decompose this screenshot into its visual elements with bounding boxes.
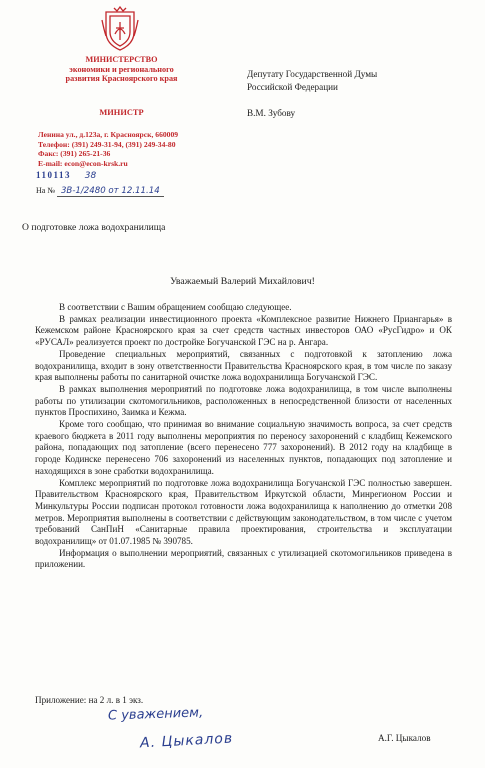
greeting: Уважаемый Валерий Михайлович! xyxy=(170,276,315,287)
recipient-block xyxy=(247,68,377,94)
paragraph: Проведение специальных мероприятий, связанных с подготовкой к затоплению ложа водохранилища, входит в зону ответственности Правительства Красноярского края, в том числе по заказу края выполнены работы по санитарной очистке ложа водохранилища Богучанской ГЭС. xyxy=(35,348,452,383)
ministry-line: МИНИСТЕРСТВО xyxy=(85,55,158,64)
paragraph: В рамках выполнения мероприятий по подготовке ложа водохранилища, в том числе выполнены работы по утилизации скотомогильников, расположенных в непосредственной близости от населенных пунктов Проспихино, Заимка и Кежма. xyxy=(35,383,452,418)
attachment-note: Приложение: на 2 л. в 1 экз. xyxy=(35,695,144,705)
email-line: E-mail: econ@econ-krsk.ru xyxy=(38,158,128,168)
paragraph: В соответствии с Вашим обращением сообщаю следующее. xyxy=(59,302,292,312)
ministry-line: экономики и регионального xyxy=(69,64,174,74)
address-line: Ленина ул., д.123а, г. Красноярск, 660009 xyxy=(38,130,179,139)
outgoing-number xyxy=(36,170,96,181)
handwritten-reference: 3В-1/2480 от 12.11.14 xyxy=(57,186,164,197)
paragraph: В рамках реализации инвестиционного проекта «Комплексное развитие Нижнего Приангарья» в Кежемском районе Красноярского края за счет средств частных инвесторов ОАО «РусГидро» и ОК «РУСАЛ» реализуется проект по достройке Богучанской ГЭС на р. Ангара. xyxy=(35,313,452,348)
handwritten-signature: А. Цыкалов xyxy=(139,730,234,752)
fax-line: Факс: (391) 265-21-36 xyxy=(38,149,111,159)
signer-name: А.Г. Цыкалов xyxy=(378,733,431,743)
phone-line: Телефон: (391) 249-31-94, (391) 249-34-80 xyxy=(38,139,176,149)
handwritten-closing: С уважением, xyxy=(107,705,204,724)
contact-block xyxy=(38,130,178,168)
paragraph: Кроме того сообщаю, что принимая во внимание социальную значимость вопроса, за счет средств краевого бюджета в 2011 году выполнены мероприятия по переносу захоронений с кладбищ Кежемского района, попадающих под затопление (всего перенесено 777 захоронений). В 2012 году на кладбище в городе Кодинске перенесено 706 захоронений из населенных пунктов, попадающих под затопление и находящихся в зоне сработки водохранилища. xyxy=(35,419,452,476)
reference-line xyxy=(36,186,164,196)
minister-label: МИНИСТР xyxy=(99,108,144,117)
recipient-title: Депутату Государственной Думы xyxy=(247,69,378,79)
letter-subject: О подготовке ложа водохранилища xyxy=(22,222,166,233)
handwritten-number: 38 xyxy=(84,171,97,181)
letter-body xyxy=(35,302,452,571)
recipient-name: В.М. Зубову xyxy=(247,108,296,118)
paragraph: Комплекс мероприятий по подготовке ложа водохранилища Богучанской ГЭС полностью завершен. Правительством Красноярского края, Правительством Иркутской области, Минрегионом России и Минкультуры России подписан протокол готовности ложа водохранилища к наполнению до отметки 208 метров. Мероприятия выполнены в соответствии с действующим законодательством, в том числе с учетом требований СанПиН «Санитарные правила проектирования, строительства и эксплуатации водохранилищ» от 01.07.1985 № 390785. xyxy=(35,477,452,547)
ministry-line: развития Красноярского края xyxy=(65,74,178,84)
recipient-title: Российской Федерации xyxy=(247,82,338,92)
ministry-name xyxy=(50,55,193,84)
coat-of-arms-icon xyxy=(100,6,140,52)
reference-prefix: На № xyxy=(36,186,55,195)
registration-number: 110113 xyxy=(36,170,72,180)
paragraph: Информация о выполнении мероприятий, связанных с утилизацией скотомогильников приведена в приложении. xyxy=(35,547,452,570)
